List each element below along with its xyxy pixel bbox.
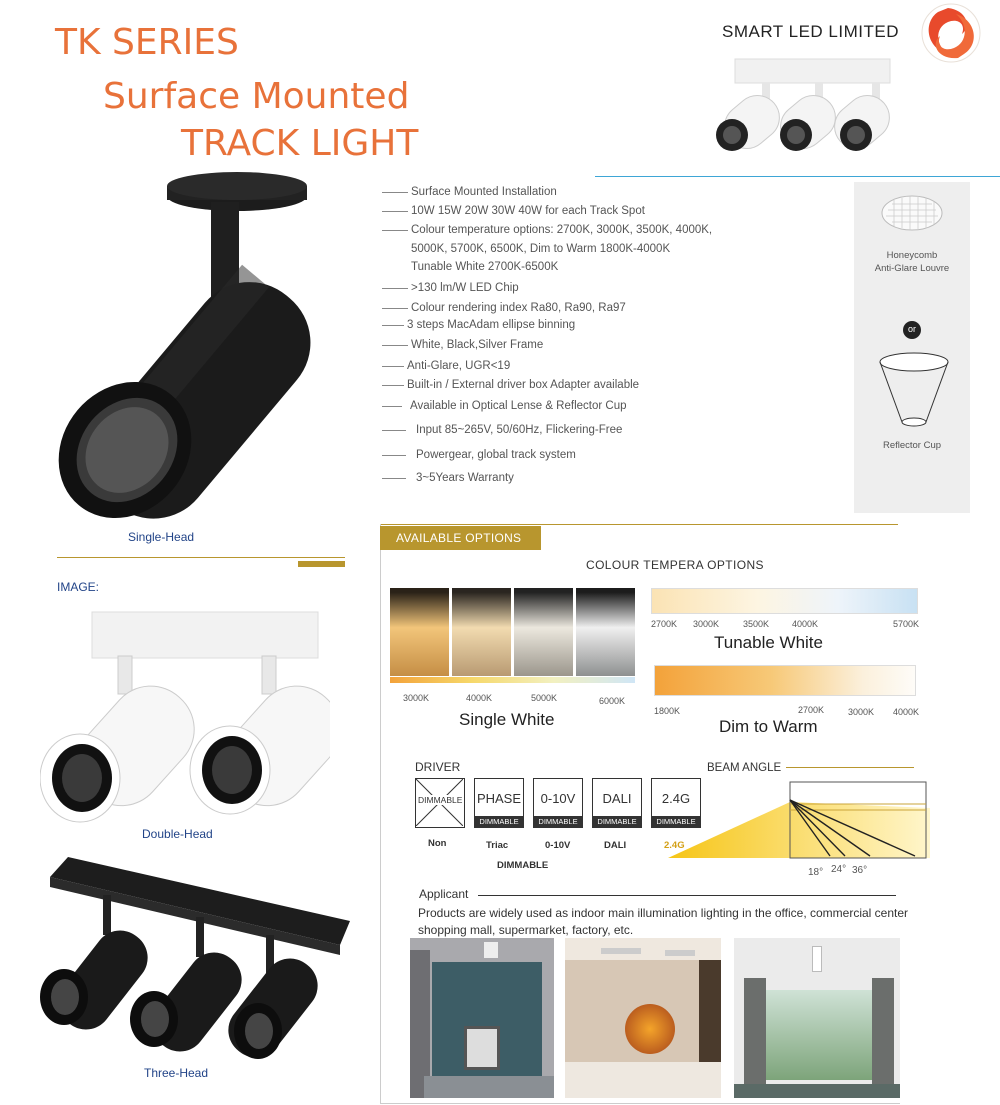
gold-block xyxy=(298,561,345,567)
single-white-swatches xyxy=(390,588,635,676)
header-rule xyxy=(595,176,1000,177)
single-tick-4000k: 4000K xyxy=(466,693,493,703)
three-head-product-image xyxy=(38,855,350,1065)
driver-name-0-10v: 0-10V xyxy=(545,840,571,851)
beam-angle-24: 24° xyxy=(831,864,847,875)
feature-item: 10W 15W 20W 30W 40W for each Track Spot xyxy=(382,205,645,217)
beam-angle-18: 18° xyxy=(808,867,824,878)
driver-name-non: Non xyxy=(428,838,447,849)
beam-angle-title: BEAM ANGLE xyxy=(707,762,782,774)
or-badge: or xyxy=(903,321,921,339)
title-line-1: TK SERIES xyxy=(55,22,239,63)
available-options-bar: AVAILABLE OPTIONS xyxy=(380,526,541,550)
tunable-tick-3500k: 3500K xyxy=(743,619,770,629)
feature-item: Tunable White 2700K-6500K xyxy=(411,261,559,273)
caption-double-head: Double-Head xyxy=(142,827,213,841)
gold-rule xyxy=(57,557,345,558)
feature-item: Built-in / External driver box Adapter available xyxy=(382,379,639,391)
dtw-tick-4000k: 4000K xyxy=(893,707,920,717)
driver-box-2-4g: 2.4G DIMMABLE xyxy=(651,778,701,828)
honeycomb-label-1: Honeycomb xyxy=(886,250,938,261)
dim-to-warm-label: Dim to Warm xyxy=(719,717,818,736)
tunable-tick-5700k: 5700K xyxy=(893,619,920,629)
title-line-2: Surface Mounted xyxy=(103,76,410,117)
title-line-3: TRACK LIGHT xyxy=(181,123,419,164)
caption-single-head: Single-Head xyxy=(128,530,195,544)
driver-name-dali: DALI xyxy=(604,840,627,851)
driver-box-0-10v: 0-10V DIMMABLE xyxy=(533,778,583,828)
driver-footer: DIMMABLE xyxy=(497,860,549,871)
dtw-tick-1800k: 1800K xyxy=(654,706,681,716)
swatch-4000k xyxy=(452,588,511,676)
dim-to-warm-bar xyxy=(654,665,916,696)
beam-angle-36: 36° xyxy=(852,865,868,876)
footer-rule xyxy=(380,1103,900,1104)
single-white-bar xyxy=(390,677,635,683)
options-rule xyxy=(380,524,898,525)
feature-item: Colour temperature options: 2700K, 3000K, 3500K, 4000K, xyxy=(382,224,712,236)
options-vertical-rule xyxy=(380,524,381,1104)
tunable-tick-4000k: 4000K xyxy=(792,619,819,629)
driver-box-non: DIMMABLE xyxy=(415,778,465,828)
feature-item: Surface Mounted Installation xyxy=(382,186,557,198)
application-photo-1 xyxy=(410,938,554,1098)
single-tick-3000k: 3000K xyxy=(403,693,430,703)
swatch-6000k xyxy=(576,588,635,676)
reflector-label: Reflector Cup xyxy=(882,440,942,451)
caption-image: IMAGE: xyxy=(57,580,100,594)
double-head-product-image xyxy=(40,610,330,825)
driver-name-2-4g: 2.4G xyxy=(664,840,685,851)
triple-head-product-image xyxy=(700,55,900,165)
swirl-logo-icon xyxy=(918,2,984,64)
single-tick-6000k: 6000K xyxy=(599,696,626,706)
single-tick-5000k: 5000K xyxy=(531,693,558,703)
driver-title: DRIVER xyxy=(415,760,461,774)
applicant-line-2: shopping mall, supermarket, factory, etc. xyxy=(418,923,634,937)
dtw-tick-2700k: 2700K xyxy=(798,705,825,715)
feature-item: 3 steps MacAdam ellipse binning xyxy=(382,319,575,331)
tunable-white-bar xyxy=(651,588,918,614)
beam-rule xyxy=(786,767,914,768)
tunable-tick-3000k: 3000K xyxy=(693,619,720,629)
feature-item: White, Black,Silver Frame xyxy=(382,339,543,351)
feature-item: Anti-Glare, UGR<19 xyxy=(382,360,510,372)
driver-name-triac: Triac xyxy=(486,840,509,851)
applicant-title: Applicant xyxy=(419,887,469,901)
feature-item: Input 85~265V, 50/60Hz, Flickering-Free xyxy=(382,424,622,436)
feature-item: 5000K, 5700K, 6500K, Dim to Warm 1800K-4000K xyxy=(411,243,671,255)
tunable-tick-2700k: 2700K xyxy=(651,619,678,629)
dtw-tick-3000k: 3000K xyxy=(848,707,875,717)
swatch-3000k xyxy=(390,588,449,676)
brand-name: SMART LED LIMITED xyxy=(722,22,899,41)
reflector-cup-icon xyxy=(878,352,950,434)
application-photo-2 xyxy=(565,938,721,1098)
colour-temp-title: COLOUR TEMPERA OPTIONS xyxy=(586,558,764,572)
driver-box-dali: DALI DIMMABLE xyxy=(592,778,642,828)
honeycomb-louvre-icon xyxy=(880,192,944,234)
honeycomb-label-2: Anti-Glare Louvre xyxy=(874,263,950,274)
feature-item: Available in Optical Lense & Reflector Cup xyxy=(382,400,627,412)
tunable-white-label: Tunable White xyxy=(714,633,823,652)
feature-item: Colour rendering index Ra80, Ra90, Ra97 xyxy=(382,302,626,314)
accessories-panel xyxy=(854,182,970,513)
application-photo-3 xyxy=(734,938,900,1098)
single-head-product-image xyxy=(55,168,315,533)
feature-item: Powergear, global track system xyxy=(382,449,576,461)
applicant-rule xyxy=(478,895,896,896)
caption-three-head: Three-Head xyxy=(144,1066,209,1080)
feature-item: >130 lm/W LED Chip xyxy=(382,282,519,294)
applicant-line-1: Products are widely used as indoor main illumination lighting in the office, commercial center xyxy=(418,906,909,920)
driver-box-phase: PHASE DIMMABLE xyxy=(474,778,524,828)
swatch-5000k xyxy=(514,588,573,676)
feature-item: 3~5Years Warranty xyxy=(382,472,514,484)
single-white-label: Single White xyxy=(459,710,555,729)
